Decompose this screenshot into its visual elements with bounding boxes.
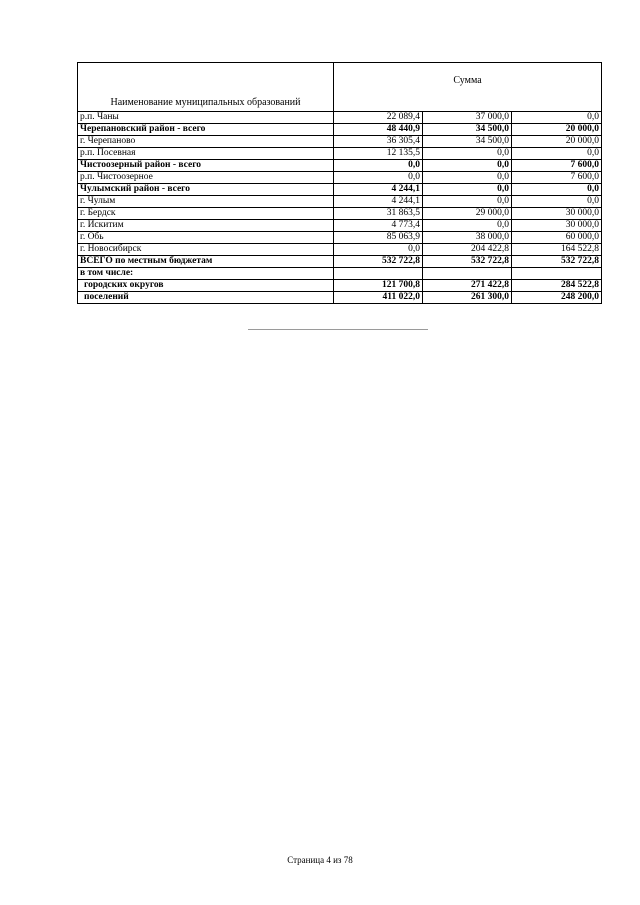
cell-value-3: 284 522,8 <box>512 280 602 292</box>
table-row <box>78 220 602 232</box>
cell-name: Чулымский район - всего <box>78 184 334 196</box>
table-row <box>78 268 602 280</box>
cell-value-2: 0,0 <box>423 196 512 208</box>
cell-value-1: 85 063,9 <box>334 232 423 244</box>
cell-value-2: 34 500,0 <box>423 136 512 148</box>
cell-value-2: 0,0 <box>423 160 512 172</box>
cell-value-2: 0,0 <box>423 220 512 232</box>
table-row <box>78 280 602 292</box>
cell-name: ВСЕГО по местным бюджетам <box>78 256 334 268</box>
cell-value-1: 4 244,1 <box>334 184 423 196</box>
cell-value-3: 0,0 <box>512 196 602 208</box>
cell-name: р.п. Посевная <box>78 148 334 160</box>
cell-value-3: 30 000,0 <box>512 220 602 232</box>
cell-value-1: 0,0 <box>334 172 423 184</box>
cell-name: р.п. Чистоозерное <box>78 172 334 184</box>
table-row <box>78 148 602 160</box>
cell-name: г. Искитим <box>78 220 334 232</box>
cell-value-1: 22 089,4 <box>334 112 423 124</box>
table-row <box>78 292 602 304</box>
table-row <box>78 196 602 208</box>
cell-value-1: 0,0 <box>334 244 423 256</box>
table-row <box>78 124 602 136</box>
cell-value-3: 60 000,0 <box>512 232 602 244</box>
cell-name: г. Черепаново <box>78 136 334 148</box>
table-row <box>78 184 602 196</box>
cell-value-1: 48 440,9 <box>334 124 423 136</box>
header-municipality-name: Наименование муниципальных образований <box>78 63 334 112</box>
cell-value-2: 34 500,0 <box>423 124 512 136</box>
cell-value-3: 0,0 <box>512 148 602 160</box>
table-row <box>78 136 602 148</box>
table-row <box>78 244 602 256</box>
table-body <box>78 112 602 304</box>
table-row <box>78 256 602 268</box>
table-header-row <box>78 63 602 112</box>
cell-value-2: 0,0 <box>423 172 512 184</box>
table-row <box>78 232 602 244</box>
page-number: Страница 4 из 78 <box>287 855 353 865</box>
cell-value-3: 164 522,8 <box>512 244 602 256</box>
cell-value-2: 271 422,8 <box>423 280 512 292</box>
cell-value-3: 248 200,0 <box>512 292 602 304</box>
cell-value-2: 37 000,0 <box>423 112 512 124</box>
cell-name: Черепановский район - всего <box>78 124 334 136</box>
cell-value-3: 20 000,0 <box>512 124 602 136</box>
cell-name: г. Бердск <box>78 208 334 220</box>
cell-value-2: 29 000,0 <box>423 208 512 220</box>
cell-value-3: 0,0 <box>512 112 602 124</box>
table-row <box>78 160 602 172</box>
cell-name: г. Чулым <box>78 196 334 208</box>
cell-name: в том числе: <box>78 268 334 280</box>
cell-value-3 <box>512 268 602 280</box>
cell-value-1: 121 700,8 <box>334 280 423 292</box>
cell-value-2: 38 000,0 <box>423 232 512 244</box>
cell-value-3: 532 722,8 <box>512 256 602 268</box>
cell-value-3: 0,0 <box>512 184 602 196</box>
budget-table <box>77 62 602 304</box>
cell-value-1: 36 305,4 <box>334 136 423 148</box>
cell-value-1: 4 773,4 <box>334 220 423 232</box>
cell-value-3: 30 000,0 <box>512 208 602 220</box>
cell-name: городских округов <box>78 280 334 292</box>
cell-value-2: 261 300,0 <box>423 292 512 304</box>
cell-value-1: 31 863,5 <box>334 208 423 220</box>
cell-value-3: 7 600,0 <box>512 160 602 172</box>
cell-name: р.п. Чаны <box>78 112 334 124</box>
cell-value-3: 7 600,0 <box>512 172 602 184</box>
cell-name: Чистоозерный район - всего <box>78 160 334 172</box>
cell-value-1 <box>334 268 423 280</box>
cell-value-2 <box>423 268 512 280</box>
end-divider <box>248 329 428 330</box>
cell-value-3: 20 000,0 <box>512 136 602 148</box>
cell-value-2: 0,0 <box>423 148 512 160</box>
header-sum: Сумма <box>334 63 602 112</box>
table-row <box>78 112 602 124</box>
table-row <box>78 172 602 184</box>
cell-value-2: 204 422,8 <box>423 244 512 256</box>
cell-name: г. Новосибирск <box>78 244 334 256</box>
table-row <box>78 208 602 220</box>
cell-value-2: 0,0 <box>423 184 512 196</box>
cell-value-1: 411 022,0 <box>334 292 423 304</box>
cell-value-1: 532 722,8 <box>334 256 423 268</box>
cell-value-2: 532 722,8 <box>423 256 512 268</box>
cell-value-1: 0,0 <box>334 160 423 172</box>
cell-name: г. Обь <box>78 232 334 244</box>
cell-name: поселений <box>78 292 334 304</box>
cell-value-1: 4 244,1 <box>334 196 423 208</box>
cell-value-1: 12 135,5 <box>334 148 423 160</box>
